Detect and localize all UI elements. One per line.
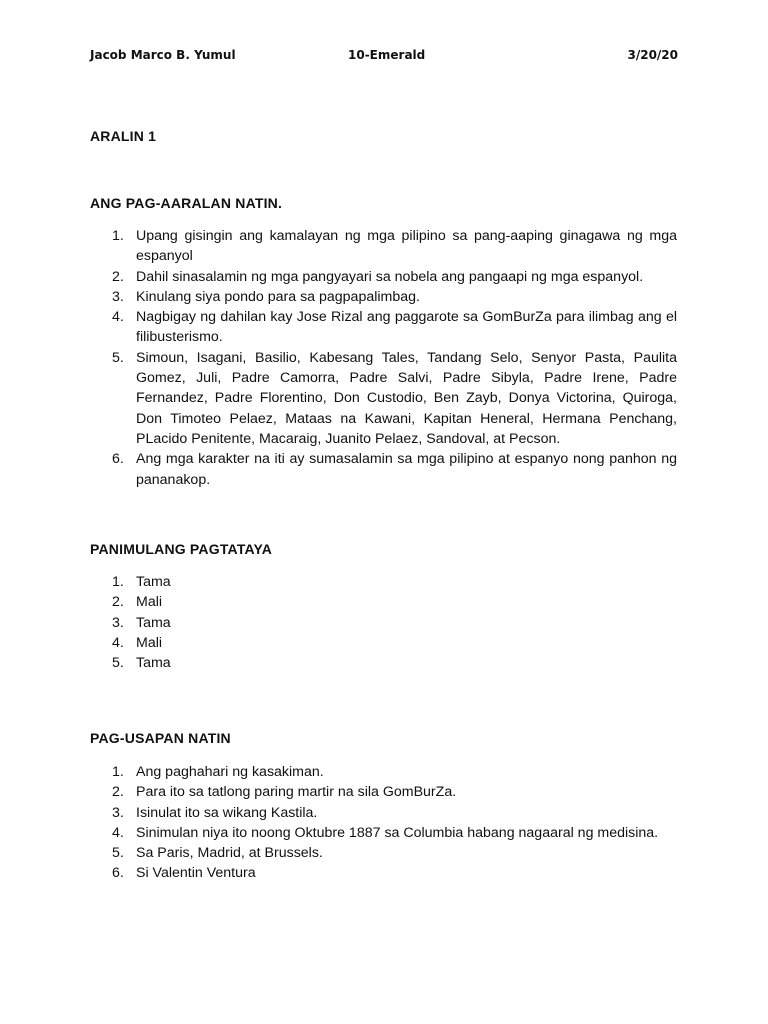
item-number: 6. xyxy=(112,451,124,468)
item-text: Sa Paris, Madrid, at Brussels. xyxy=(136,845,323,862)
list-item xyxy=(90,823,677,843)
item-text: Mali xyxy=(136,634,163,651)
item-number: 2. xyxy=(112,784,124,801)
item-number: 2. xyxy=(112,268,124,285)
item-text: Mali xyxy=(136,594,163,611)
list-item xyxy=(90,653,677,673)
item-text: Para ito sa tatlong paring martir na sila GomBurZa. xyxy=(136,784,457,801)
item-text: Ang paghahari ng kasakiman. xyxy=(136,764,324,780)
section-heading-panimulang-pagtataya: PANIMULANG PAGTATAYA xyxy=(90,541,273,557)
list-ang-pag-aaralan-natin xyxy=(90,226,677,490)
list-item xyxy=(90,633,677,653)
item-text: Tama xyxy=(136,655,171,672)
item-number: 5. xyxy=(112,845,124,862)
aralin-title: ARALIN 1 xyxy=(90,128,157,144)
list-item xyxy=(90,782,677,802)
item-number: 5. xyxy=(112,349,124,366)
list-item xyxy=(90,267,677,287)
list-pag-usapan-natin xyxy=(90,762,677,884)
list-item xyxy=(90,226,677,267)
item-number: 1. xyxy=(112,574,124,590)
item-text: Simoun, Isagani, Basilio, Kabesang Tales, Tandang Selo, Senyor Pasta, Paulita Gomez, Juli, Padre Camorra, Padre Salvi, Padre Sibyla, Padre Irene, Padre Fernandez, Padre Florentino, Don Custodio, Ben Zayb, Donya Victorina, Quiroga, Don Timoteo Pelaez, Mataas na Kawani, Kapitan Heneral, Hermana Penchang, PLacido Penitente, Macaraig, Juanito Pelaez, Sandoval, at Pecson. xyxy=(136,349,677,447)
item-text: Tama xyxy=(136,614,171,631)
list-item xyxy=(90,613,677,633)
section-heading-ang-pag-aaralan-natin: ANG PAG-AARALAN NATIN. xyxy=(90,195,283,211)
item-number: 4. xyxy=(112,634,124,651)
list-item xyxy=(90,843,677,863)
item-text: Nagbigay ng dahilan kay Jose Rizal ang paggarote sa GomBurZa para ilimbag ang el filibusterismo. xyxy=(136,309,677,346)
document-header xyxy=(90,48,678,66)
list-item xyxy=(90,307,677,348)
document-date: 3/20/20 xyxy=(627,48,678,62)
item-number: 2. xyxy=(112,594,124,611)
list-item xyxy=(90,863,677,883)
student-name: Jacob Marco B. Yumul xyxy=(90,48,236,62)
item-text: Dahil sinasalamin ng mga pangyayari sa nobela ang pangaapi ng mga espanyol. xyxy=(136,268,644,285)
list-item xyxy=(90,348,677,449)
item-text: Tama xyxy=(136,574,171,590)
item-number: 3. xyxy=(112,804,124,821)
list-item xyxy=(90,572,677,592)
list-panimulang-pagtataya xyxy=(90,572,677,673)
item-number: 4. xyxy=(112,824,124,841)
item-number: 3. xyxy=(112,288,124,305)
section-heading-pag-usapan-natin: PAG-USAPAN NATIN xyxy=(90,730,231,746)
item-number: 3. xyxy=(112,614,124,631)
item-number: 1. xyxy=(112,764,124,780)
list-item xyxy=(90,762,677,782)
list-item xyxy=(90,449,677,490)
student-section: 10-Emerald xyxy=(348,48,426,62)
item-number: 5. xyxy=(112,655,124,672)
item-text: Ang mga karakter na iti ay sumasalamin sa mga pilipino at espanyo nong panhon ng pananakop. xyxy=(136,451,677,488)
list-item xyxy=(90,287,677,307)
list-item xyxy=(90,803,677,823)
item-number: 6. xyxy=(112,865,124,882)
item-text: Kinulang siya pondo para sa pagpapalimbag. xyxy=(136,288,420,305)
item-text: Si Valentin Ventura xyxy=(136,865,256,882)
item-text: Isinulat ito sa wikang Kastila. xyxy=(136,804,318,821)
item-number: 1. xyxy=(112,228,124,244)
item-number: 4. xyxy=(112,309,124,326)
list-item xyxy=(90,592,677,612)
item-text: Sinimulan niya ito noong Oktubre 1887 sa Columbia habang nagaaral ng medisina. xyxy=(136,824,659,841)
item-text: Upang gisingin ang kamalayan ng mga pilipino sa pang-aaping ginagawa ng mga espanyol xyxy=(136,228,677,265)
